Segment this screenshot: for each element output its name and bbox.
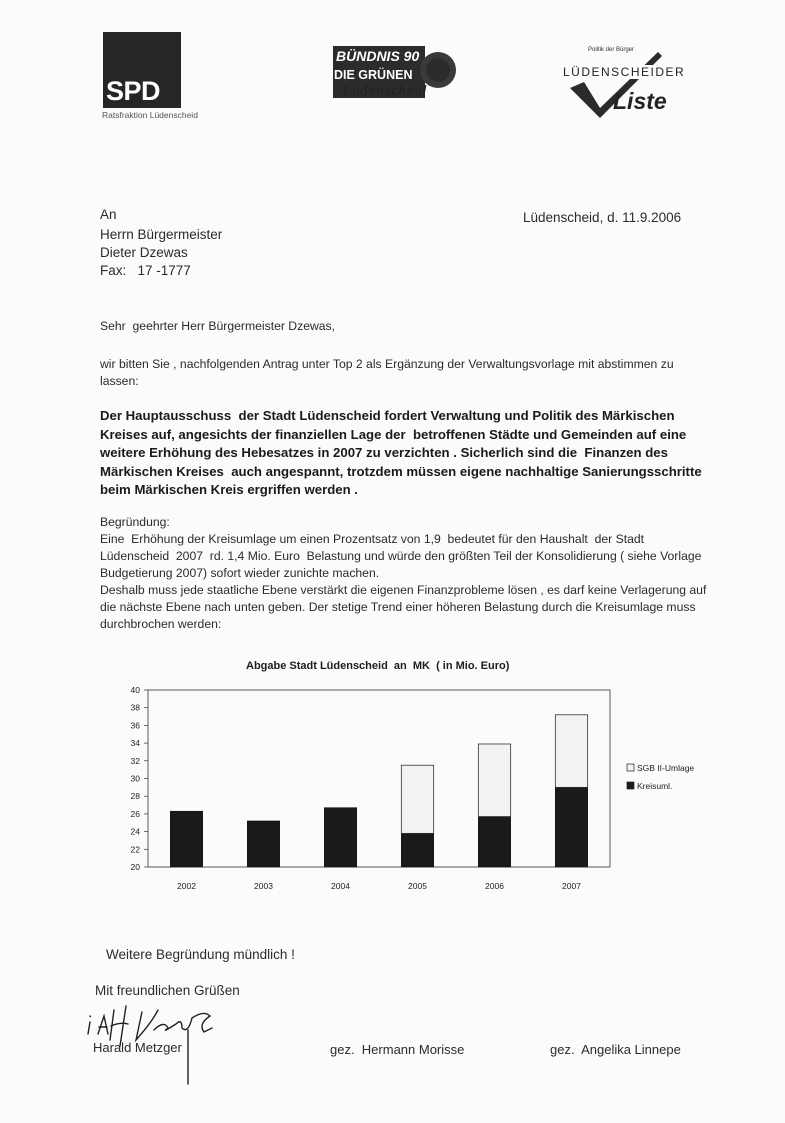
plot-area: [148, 690, 610, 867]
recipient-line-3: Dieter Dzewas: [100, 245, 188, 260]
y-tick-label: 38: [130, 702, 140, 713]
recipient-line-2: Herrn Bürgermeister: [100, 227, 223, 242]
reasoning-line: Budgetierung 2007) sofort wieder zunichte machen.: [100, 566, 380, 580]
motion-line: Märkischen Kreises auch angespannt, trotzdem müssen eigene nachhaltige Sanierungsschritte: [100, 463, 702, 479]
motion-line: beim Märkischen Kreis ergriffen werden .: [100, 482, 358, 497]
reasoning-heading: Begründung:: [100, 515, 170, 529]
bar-chart: [110, 680, 710, 895]
spd-subtitle: Ratsfraktion Lüdenscheid: [102, 110, 198, 120]
y-tick-label: 20: [130, 862, 140, 872]
bar-kreisumlage: [170, 811, 202, 867]
legend-label: SGB II-Umlage: [637, 763, 695, 773]
x-tick-label: 2004: [331, 881, 350, 891]
reasoning-line: Eine Erhöhung der Kreisumlage um einen Prozentsatz von 1,9 bedeutet für den Haushalt der Stadt: [100, 532, 645, 546]
legend-swatch: [627, 764, 634, 771]
gruene-logo-line2: DIE GRÜNEN: [334, 68, 413, 82]
bar-sgb-umlage: [478, 744, 510, 817]
x-tick-label: 2005: [408, 881, 427, 891]
x-tick-label: 2006: [485, 881, 504, 891]
legend-swatch: [627, 782, 634, 789]
y-tick-label: 22: [130, 844, 140, 855]
signature-name-morisse: gez. Hermann Morisse: [330, 1042, 465, 1057]
gruene-logo-line1: BÜNDNIS 90: [336, 48, 420, 64]
closing-greeting: Mit freundlichen Grüßen: [95, 983, 240, 998]
bar-kreisumlage: [401, 833, 433, 867]
reasoning-line: die nächste Ebene nach unten geben. Der stetige Trend einer höheren Belastung durch die Kreisumlage muss: [100, 600, 696, 614]
bar-sgb-umlage: [401, 765, 433, 833]
recipient-fax: Fax: 17 -1777: [100, 263, 191, 278]
y-tick-label: 36: [130, 720, 140, 731]
x-tick-label: 2002: [177, 881, 196, 891]
signature-name-metzger: Harald Metzger: [93, 1040, 182, 1055]
motion-line: Der Hauptausschuss der Stadt Lüdenscheid fordert Verwaltung und Politik des Märkischen: [100, 408, 675, 423]
recipient-line-1: An: [100, 207, 117, 222]
legend-label: Kreisuml.: [637, 781, 673, 791]
bar-kreisumlage: [247, 821, 279, 867]
reasoning-paragraph: [100, 514, 720, 633]
bar-sgb-umlage: [555, 715, 587, 788]
spd-logo-text: SPD: [106, 76, 161, 106]
bar-kreisumlage: [478, 817, 510, 867]
y-tick-label: 24: [130, 826, 140, 837]
liste-logo-word: Liste: [613, 88, 667, 114]
intro-paragraph: [100, 356, 674, 390]
chart-title: Abgabe Stadt Lüdenscheid an MK ( in Mio. Euro): [246, 660, 510, 672]
liste-logo-top: Politik der Bürger: [588, 47, 635, 53]
reasoning-line: Deshalb muss jede staatliche Ebene verstärkt die eigenen Finanzprobleme lösen , es darf keine Verlagerung auf: [100, 583, 707, 597]
y-tick-label: 28: [130, 791, 140, 802]
y-tick-label: 30: [130, 773, 140, 784]
reasoning-line: Lüdenscheid 2007 rd. 1,4 Mio. Euro Belastung und würde den größten Teil der Konsolidierung ( siehe Vorlage: [100, 549, 702, 563]
signature-name-linnepe: gez. Angelika Linnepe: [550, 1042, 681, 1057]
intro-line: wir bitten Sie , nachfolgenden Antrag unter Top 2 als Ergänzung der Verwaltungsvorlage mit abstimmen zu: [100, 357, 674, 371]
y-tick-label: 40: [130, 685, 140, 695]
y-tick-label: 26: [130, 808, 140, 819]
letter-date: Lüdenscheid, d. 11.9.2006: [523, 210, 682, 225]
gruene-logo-line3: Lüdenscheid: [343, 84, 427, 99]
reasoning-line: durchbrochen werden:: [100, 617, 222, 631]
salutation: Sehr geehrter Herr Bürgermeister Dzewas,: [100, 319, 336, 333]
motion-line: Kreises auf, angesichts der finanziellen Lage der betroffenen Städte und Gemeinden auf eine: [100, 426, 687, 442]
bar-kreisumlage: [555, 787, 587, 867]
bar-kreisumlage: [324, 808, 356, 867]
motion-paragraph: [100, 407, 700, 500]
intro-line: lassen:: [100, 374, 139, 388]
y-tick-label: 32: [130, 755, 140, 766]
x-tick-label: 2007: [562, 881, 581, 891]
x-tick-label: 2003: [254, 881, 273, 891]
further-reasoning: Weitere Begründung mündlich !: [106, 947, 295, 962]
y-tick-label: 34: [130, 738, 140, 749]
motion-line: weitere Erhöhung des Hebesatzes in 2007 zu verzichten . Sicherlich sind die Finanzen des: [100, 445, 668, 460]
liste-logo-mid: LÜDENSCHEIDER: [563, 65, 686, 79]
